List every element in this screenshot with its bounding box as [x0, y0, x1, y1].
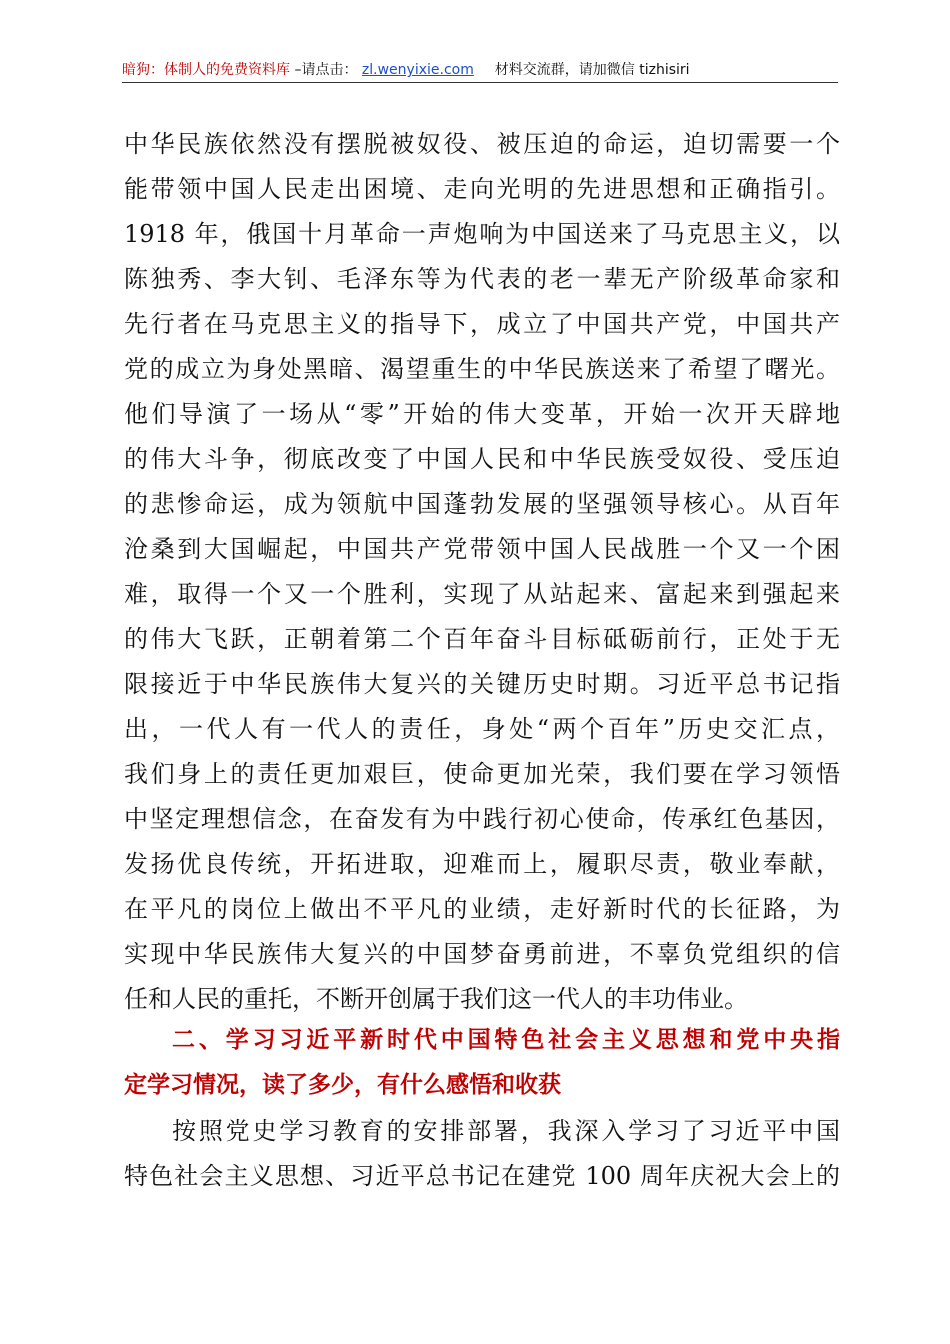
- section-heading-line: 二、学习习近平新时代中国特色社会主义思想和党中央指: [172, 1027, 840, 1053]
- header-site-name: 暗狗：体制人的免费资料库: [122, 62, 290, 78]
- section-heading-line: 定学习情况，读了多少，有什么感悟和收获: [124, 1072, 561, 1098]
- paragraph-1-line: 任和人民的重托，不断开创属于我们这一代人的丰功伟业。: [124, 985, 748, 1013]
- paragraph-1-line: 的悲惨命运，成为领航中国蓬勃发展的坚强领导核心。从百年: [124, 490, 840, 518]
- paragraph-1-line: 陈独秀、李大钊、毛泽东等为代表的老一辈无产阶级革命家和: [124, 265, 840, 293]
- paragraph-1-line: 先行者在马克思主义的指导下，成立了中国共产党，中国共产: [124, 310, 840, 338]
- paragraph-1-line: 我们身上的责任更加艰巨，使命更加光荣，我们要在学习领悟: [124, 760, 840, 788]
- paragraph-1-line: 的伟大斗争，彻底改变了中国人民和中华民族受奴役、受压迫: [124, 445, 840, 473]
- paragraph-1-line: 他们导演了一场从“零”开始的伟大变革，开始一次开天辟地: [124, 400, 840, 428]
- paragraph-1-line: 的伟大飞跃，正朝着第二个百年奋斗目标砥砺前行，正处于无: [124, 625, 840, 653]
- paragraph-2-line: 特色社会主义思想、习近平总书记在建党 100 周年庆祝大会上的: [124, 1162, 840, 1190]
- paragraph-1-line: 出，一代人有一代人的责任，身处“两个百年”历史交汇点，: [124, 715, 840, 743]
- header-click-prompt: –请点击：: [294, 62, 358, 78]
- header-site-link[interactable]: zl.wenyixie.com: [361, 62, 474, 78]
- header-divider: [122, 82, 838, 83]
- paragraph-2-line: 按照党史学习教育的安排部署，我深入学习了习近平中国: [172, 1117, 840, 1145]
- paragraph-1-line: 中坚定理想信念，在奋发有为中践行初心使命，传承红色基因，: [124, 805, 840, 833]
- paragraph-1-line: 限接近于中华民族伟大复兴的关键历史时期。习近平总书记指: [124, 670, 840, 698]
- paragraph-1-line: 发扬优良传统，开拓进取，迎难而上，履职尽责，敬业奉献，: [124, 850, 840, 878]
- paragraph-1-line: 1918 年，俄国十月革命一声炮响为中国送来了马克思主义，以: [124, 220, 840, 248]
- paragraph-1-line: 能带领中国人民走出困境、走向光明的先进思想和正确指引。: [124, 175, 840, 203]
- paragraph-1-line: 沧桑到大国崛起，中国共产党带领中国人民战胜一个又一个困: [124, 535, 840, 563]
- header-wechat-note: 材料交流群，请加微信 tizhisiri: [494, 62, 690, 78]
- page-header: [122, 58, 838, 82]
- paragraph-1-line: 在平凡的岗位上做出不平凡的业绩，走好新时代的长征路，为: [124, 895, 840, 923]
- paragraph-1-line: 难，取得一个又一个胜利，实现了从站起来、富起来到强起来: [124, 580, 840, 608]
- paragraph-1-line: 实现中华民族伟大复兴的中国梦奋勇前进，不辜负党组织的信: [124, 940, 840, 968]
- paragraph-1-line: 中华民族依然没有摆脱被奴役、被压迫的命运，迫切需要一个: [124, 130, 840, 158]
- paragraph-1-line: 党的成立为身处黑暗、渴望重生的中华民族送来了希望了曙光。: [124, 355, 840, 383]
